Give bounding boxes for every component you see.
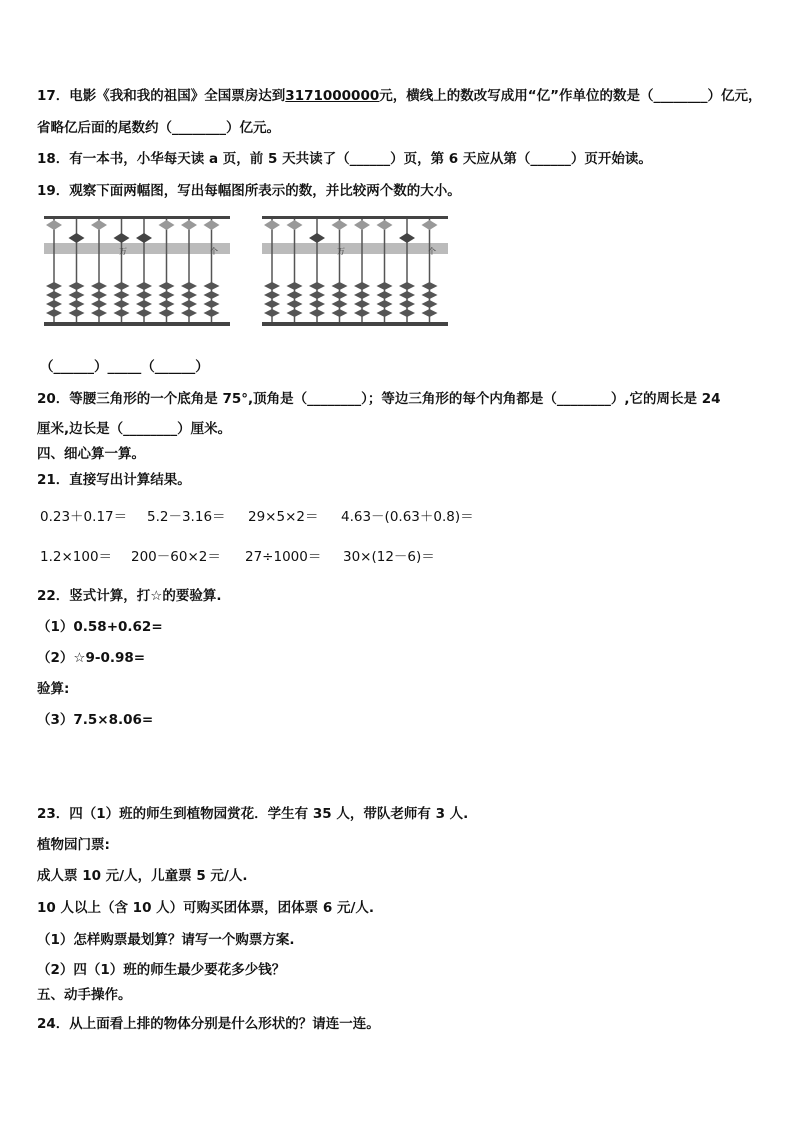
abacus-lower-bead — [69, 300, 85, 308]
abacus-lower-bead — [287, 300, 303, 308]
abacus-lower-bead — [399, 291, 415, 299]
abacus-upper-bead — [181, 220, 197, 230]
abacus-lower-bead — [181, 291, 197, 299]
abacus-lower-bead — [114, 309, 130, 317]
abacus-lower-bead — [204, 300, 220, 308]
abacus-lower-bead — [399, 309, 415, 317]
abacus-lower-bead — [114, 291, 130, 299]
abacus-lower-bead — [354, 282, 370, 290]
abacus-lower-bead — [159, 291, 175, 299]
calc-29x5x2: 29×5×2＝ — [248, 509, 319, 525]
abacus-left-label-wan: 万 — [119, 247, 127, 256]
abacus-upper-bead — [399, 233, 415, 243]
abacus-lower-bead — [91, 300, 107, 308]
q23-l3: 成人票 10 元/人，儿童票 5 元/人. — [37, 868, 248, 884]
abacus-lower-bead — [181, 300, 197, 308]
abacus-lower-bead — [114, 300, 130, 308]
q17-number: 3171000000 — [285, 88, 380, 104]
abacus-lower-bead — [309, 282, 325, 290]
q23-l2: 植物园门票: — [37, 837, 110, 853]
q21-text: 21．直接写出计算结果。 — [37, 472, 191, 488]
abacus-lower-bead — [204, 309, 220, 317]
abacus-lower-bead — [399, 300, 415, 308]
abacus-lower-bead — [309, 300, 325, 308]
abacus-upper-bead — [264, 220, 280, 230]
abacus-lower-bead — [46, 300, 62, 308]
abacus-lower-bead — [91, 309, 107, 317]
abacus-lower-bead — [46, 282, 62, 290]
abacus-upper-bead — [136, 233, 152, 243]
calc-27-div-1000: 27÷1000＝ — [245, 549, 322, 565]
calc-0-23-plus-0-17: 0.23＋0.17＝ — [40, 509, 128, 525]
q17-text-b: 元，横线上的数改写成用“亿”作单位的数是（________）亿元， — [379, 88, 762, 104]
abacus-lower-bead — [136, 309, 152, 317]
abacus-lower-bead — [422, 309, 438, 317]
abacus-lower-bead — [114, 282, 130, 290]
abacus-upper-bead — [354, 220, 370, 230]
abacus-lower-bead — [159, 300, 175, 308]
calc-5-2-minus-3-16: 5.2－3.16＝ — [147, 509, 226, 525]
abacus-lower-bead — [69, 282, 85, 290]
abacus-lower-bead — [332, 282, 348, 290]
abacus-lower-bead — [354, 300, 370, 308]
abacus-lower-bead — [46, 291, 62, 299]
abacus-lower-bead — [91, 282, 107, 290]
q17-text-a: 17．电影《我和我的祖国》全国票房达到 — [37, 88, 286, 104]
section-4-heading: 四、细心算一算。 — [37, 446, 145, 462]
abacus-lower-bead — [181, 309, 197, 317]
abacus-lower-bead — [422, 282, 438, 290]
abacus-lower-bead — [69, 291, 85, 299]
section-5-heading: 五、动手操作。 — [37, 987, 132, 1003]
abacus-lower-bead — [159, 282, 175, 290]
q22-item2: （2）☆9-0.98= — [37, 650, 146, 666]
q17-line1 — [37, 84, 761, 104]
abacus-lower-bead — [377, 291, 393, 299]
q19-answer: （______）_____（______） — [40, 359, 209, 375]
abacus-lower-bead — [264, 309, 280, 317]
abacus-upper-bead — [159, 220, 175, 230]
abacus-upper-bead — [204, 220, 220, 230]
abacus-lower-bead — [181, 282, 197, 290]
abacus-lower-bead — [287, 282, 303, 290]
abacus-upper-bead — [46, 220, 62, 230]
abacus-right — [262, 216, 452, 328]
abacus-lower-bead — [377, 282, 393, 290]
abacus-upper-bead — [91, 220, 107, 230]
abacus-lower-bead — [91, 291, 107, 299]
abacus-upper-bead — [69, 233, 85, 243]
q24-text: 24．从上面看上排的物体分别是什么形状的？请连一连。 — [37, 1016, 380, 1032]
abacus-left — [44, 216, 234, 328]
abacus-lower-bead — [264, 300, 280, 308]
abacus-lower-bead — [136, 282, 152, 290]
abacus-lower-bead — [332, 309, 348, 317]
q22-check: 验算: — [37, 681, 70, 697]
abacus-lower-bead — [309, 309, 325, 317]
calc-1-2x100: 1.2×100＝ — [40, 549, 113, 565]
abacus-lower-bead — [309, 291, 325, 299]
abacus-lower-bead — [46, 309, 62, 317]
q20-line2: 厘米,边长是（________）厘米。 — [37, 421, 232, 437]
abacus-lower-bead — [264, 291, 280, 299]
abacus-lower-bead — [332, 291, 348, 299]
abacus-lower-bead — [287, 291, 303, 299]
abacus-lower-bead — [136, 291, 152, 299]
abacus-lower-bead — [354, 291, 370, 299]
q19-text: 19．观察下面两幅图，写出每幅图所表示的数，并比较两个数的大小。 — [37, 183, 461, 199]
q22-item1: （1）0.58+0.62= — [37, 619, 163, 635]
abacus-right-label-ge: 个 — [428, 247, 436, 256]
abacus-upper-bead — [287, 220, 303, 230]
q22-item3: （3）7.5×8.06= — [37, 712, 154, 728]
abacus-lower-bead — [377, 309, 393, 317]
abacus-left-label-ge: 个 — [210, 247, 218, 256]
abacus-lower-bead — [422, 291, 438, 299]
abacus-upper-bead — [309, 233, 325, 243]
q20-line1: 20．等腰三角形的一个底角是 75°,顶角是（________）；等边三角形的每个内角都是（________）,它的周长是 24 — [37, 391, 721, 407]
abacus-lower-bead — [136, 300, 152, 308]
calc-30x-paren: 30×(12－6)＝ — [343, 549, 435, 565]
q18-text: 18．有一本书，小华每天读 a 页，前 5 天共读了（______）页，第 6 天应从第（______）页开始读。 — [37, 151, 652, 167]
q23-l4: 10 人以上（含 10 人）可购买团体票，团体票 6 元/人. — [37, 900, 375, 916]
abacus-lower-bead — [354, 309, 370, 317]
abacus-lower-bead — [204, 282, 220, 290]
abacus-lower-bead — [204, 291, 220, 299]
abacus-upper-bead — [114, 233, 130, 243]
abacus-lower-bead — [264, 282, 280, 290]
q23-l5: （1）怎样购票最划算？请写一个购票方案. — [37, 932, 295, 948]
abacus-upper-bead — [332, 220, 348, 230]
calc-4-63-minus-paren: 4.63－(0.63＋0.8)＝ — [341, 509, 474, 525]
abacus-upper-bead — [377, 220, 393, 230]
abacus-lower-bead — [422, 300, 438, 308]
abacus-lower-bead — [287, 309, 303, 317]
abacus-lower-bead — [69, 309, 85, 317]
calc-200-minus-60x2: 200－60×2＝ — [131, 549, 221, 565]
abacus-lower-bead — [332, 300, 348, 308]
abacus-upper-bead — [422, 220, 438, 230]
q22-text: 22．竖式计算，打☆的要验算. — [37, 588, 222, 604]
q23-text: 23．四（1）班的师生到植物园赏花．学生有 35 人，带队老师有 3 人. — [37, 806, 469, 822]
abacus-lower-bead — [159, 309, 175, 317]
q17-line2: 省略亿后面的尾数约（________）亿元。 — [37, 120, 280, 136]
abacus-lower-bead — [399, 282, 415, 290]
q23-l6: （2）四（1）班的师生最少要花多少钱？ — [37, 962, 286, 978]
abacus-lower-bead — [377, 300, 393, 308]
abacus-right-label-wan: 万 — [337, 247, 345, 256]
